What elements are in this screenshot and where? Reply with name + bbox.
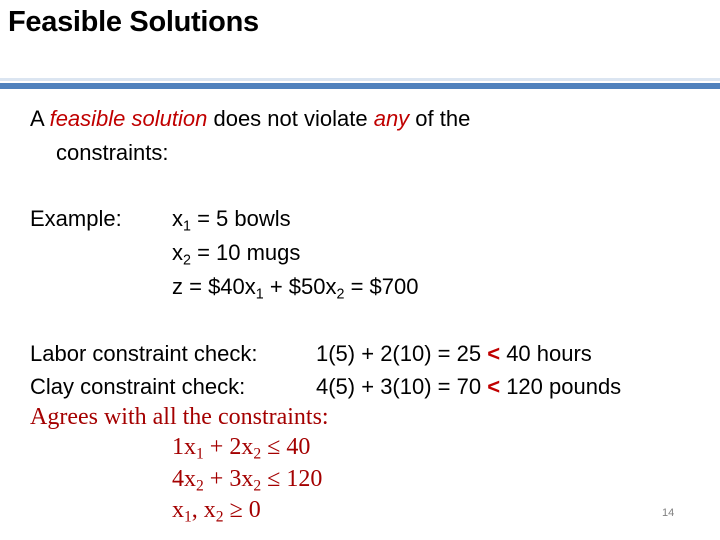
constraint-2 (172, 466, 322, 496)
constraint-1-s1: 1 (196, 445, 204, 463)
clay-check-op: < (487, 374, 501, 399)
constraint-3-rel: ≥ 0 (223, 497, 261, 523)
example-line-3-sub2: 2 (336, 286, 345, 303)
labor-check-expr (316, 341, 592, 367)
clay-check-bound: 120 pounds (500, 374, 622, 399)
clay-check-calc: 4(5) + 3(10) = 70 (316, 374, 488, 399)
example-line-2-var: x (172, 240, 183, 265)
constraint-1 (172, 434, 310, 464)
example-line-1 (172, 206, 291, 234)
labor-check-bound: 40 hours (500, 341, 592, 366)
clay-check-expr (316, 374, 621, 400)
example-line-3-mid: + $50x (263, 274, 337, 299)
constraint-1-rel: ≤ 40 (261, 434, 311, 460)
constraint-3 (172, 497, 261, 527)
intro-emphasis: any (373, 106, 410, 131)
example-line-3-post: = $700 (344, 274, 419, 299)
example-line-2-rest: = 10 mugs (190, 240, 301, 265)
constraint-3-b: , x (191, 497, 216, 523)
intro-line-2: constraints: (56, 140, 169, 165)
agreement-heading: Agrees with all the constraints: (30, 404, 329, 430)
constraint-2-rel: ≤ 120 (261, 466, 323, 492)
example-line-1-sub: 1 (183, 218, 191, 235)
title-divider (0, 83, 720, 89)
constraint-3-a: x (172, 497, 184, 523)
clay-check-label: Clay constraint check: (30, 374, 246, 399)
labor-check-calc: 1(5) + 2(10) = 25 (316, 341, 488, 366)
example-line-1-var: x (172, 206, 183, 231)
labor-check-label: Labor constraint check: (30, 341, 258, 366)
intro-text-c: of the (409, 106, 471, 131)
intro-line-1 (30, 106, 470, 132)
example-line-3-sub1: 1 (255, 286, 264, 303)
example-line-2 (172, 240, 300, 268)
constraint-3-s1: 1 (184, 508, 192, 526)
constraint-2-s1: 2 (196, 477, 204, 495)
example-label: Example: (30, 206, 122, 231)
labor-check-op: < (487, 341, 501, 366)
title-divider-light (0, 78, 720, 81)
intro-term: feasible solution (49, 106, 208, 131)
example-line-1-rest: = 5 bowls (190, 206, 291, 231)
constraint-2-s2: 2 (253, 477, 262, 495)
intro-text-b: does not violate (207, 106, 374, 131)
constraint-1-s2: 2 (253, 445, 262, 463)
constraint-2-b: + 3x (203, 466, 254, 492)
example-line-3-pre: z = $40x (172, 274, 256, 299)
example-line-3 (172, 274, 418, 302)
slide-title: Feasible Solutions (8, 6, 259, 38)
constraint-1-a: 1x (172, 434, 196, 460)
page-number: 14 (662, 507, 675, 519)
constraint-3-s2: 2 (215, 508, 224, 526)
constraint-2-a: 4x (172, 466, 196, 492)
constraint-1-b: + 2x (203, 434, 254, 460)
intro-text-a: A (30, 106, 50, 131)
example-line-2-sub: 2 (183, 252, 191, 269)
